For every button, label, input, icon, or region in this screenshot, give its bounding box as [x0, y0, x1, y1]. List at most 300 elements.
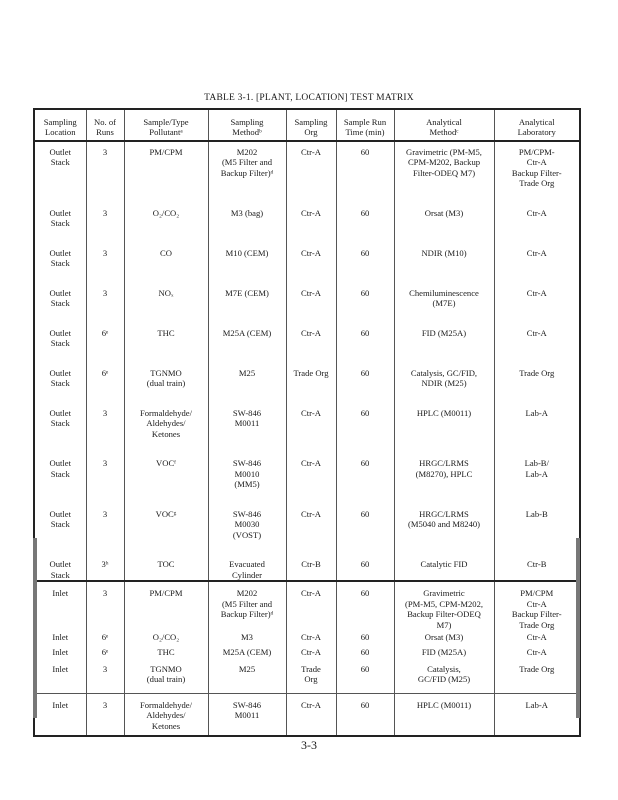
cell-sampling-org — [286, 243, 336, 283]
cell-analytical-laboratory — [494, 504, 580, 554]
cell-line: (M5 Filter and — [221, 598, 273, 609]
table-row — [34, 403, 580, 453]
header-line: Runs — [96, 127, 114, 138]
cell-sampling-method — [208, 141, 286, 203]
cell-line: SW-846 — [232, 508, 262, 519]
cell-line: M3 (bag) — [230, 207, 264, 218]
cell-line: Stack — [50, 418, 70, 429]
cell-line: Trade Org — [519, 663, 555, 674]
cell-analytical-laboratory — [494, 554, 580, 581]
cell-sampling-method — [208, 581, 286, 630]
cell-number-of-runs — [86, 363, 124, 403]
cell-line: Lab-B — [525, 508, 548, 519]
cell-line: FID (M25A) — [421, 327, 467, 338]
cell-line: Inlet — [52, 663, 69, 674]
cell-analytical-method — [394, 363, 494, 403]
cell-line: Outlet — [49, 146, 71, 157]
cell-sampling-location — [34, 403, 86, 453]
cell-number-of-runs — [86, 504, 124, 554]
cell-value: 3 — [102, 287, 108, 298]
cell-value: 3 — [102, 207, 108, 218]
cell-line: Ctr-A — [526, 646, 547, 657]
cell-line: Ctr-A — [526, 157, 547, 168]
cell-value: 60 — [360, 508, 370, 519]
cell-line: HRGC/LRMS — [419, 458, 469, 469]
cell-analytical-method — [394, 630, 494, 644]
cell-sampling-method — [208, 323, 286, 363]
cell-line: Ctr-A — [301, 247, 321, 258]
cell-line: Outlet — [49, 367, 71, 378]
cell-line: Catalytic FID — [420, 559, 468, 570]
cell-sample-type-pollutant — [124, 504, 208, 554]
cell-sampling-org — [286, 581, 336, 630]
cell-line: (M7E) — [432, 298, 456, 309]
cell-analytical-method — [394, 554, 494, 581]
cell-number-of-runs — [86, 323, 124, 363]
cell-value: 3 — [102, 508, 108, 519]
cell-line: Chemiluminescence — [409, 287, 479, 298]
cell-value: 60 — [360, 287, 370, 298]
cell-line: Outlet — [49, 247, 71, 258]
cell-sample-type-pollutant — [124, 323, 208, 363]
cell-sampling-method — [208, 504, 286, 554]
cell-sample-type-pollutant — [124, 554, 208, 581]
cell-line: THC — [157, 327, 175, 338]
cell-sample-type-pollutant — [124, 645, 208, 659]
cell-value: 3 — [102, 699, 108, 710]
header-line: Sample/Type — [143, 117, 189, 127]
cell-line: Ctr-A — [301, 508, 321, 519]
cell-line: Filter-ODEQ M7) — [412, 167, 476, 178]
cell-line: Catalysis, GC/FID, — [410, 367, 478, 378]
cell-line: Ctr-A — [301, 588, 321, 599]
cell-line: Ctr-A — [301, 458, 321, 469]
cell-analytical-laboratory — [494, 141, 580, 203]
cell-sampling-method — [208, 645, 286, 659]
cell-sampling-org — [286, 504, 336, 554]
cell-line: Ketones — [151, 428, 181, 439]
table-row — [34, 141, 580, 203]
cell-sample-run-time — [336, 323, 394, 363]
cell-line: Outlet — [49, 207, 71, 218]
cell-number-of-runs — [86, 283, 124, 323]
cell-sampling-org — [286, 554, 336, 581]
cell-sample-run-time — [336, 203, 394, 243]
cell-value: 6ᵉ — [101, 367, 109, 378]
cell-analytical-laboratory — [494, 581, 580, 630]
cell-number-of-runs — [86, 554, 124, 581]
cell-sample-run-time — [336, 645, 394, 659]
table-row — [34, 693, 580, 736]
cell-line: (M8270), HPLC — [415, 468, 473, 479]
cell-value: 3 — [102, 458, 108, 469]
header-line: Sampling — [230, 117, 264, 127]
cell-line: Ctr-A — [526, 598, 547, 609]
cell-line: Formaldehyde/ — [139, 407, 193, 418]
cell-analytical-laboratory — [494, 693, 580, 736]
header-line: Pollutantᵃ — [149, 127, 183, 138]
cell-value: 3 — [102, 146, 108, 157]
cell-line: Aldehydes/ — [146, 710, 186, 721]
cell-line: Stack — [50, 258, 70, 269]
cell-sampling-method — [208, 659, 286, 693]
cell-sampling-org — [286, 630, 336, 644]
page-number: 3-3 — [301, 738, 317, 752]
cell-sampling-location — [34, 554, 86, 581]
cell-line: TGNMO — [150, 663, 182, 674]
scan-edge-left — [33, 538, 37, 718]
table-row — [34, 504, 580, 554]
header-line: Methodᵇ — [232, 127, 262, 138]
header-line: Location — [44, 127, 76, 138]
cell-line: Lab-B/ — [524, 458, 549, 469]
cell-sampling-location — [34, 453, 86, 503]
cell-analytical-laboratory — [494, 323, 580, 363]
cell-value: 60 — [360, 146, 370, 157]
cell-line: Ctr-A — [301, 699, 321, 710]
cell-analytical-laboratory — [494, 203, 580, 243]
cell-analytical-method — [394, 693, 494, 736]
cell-sampling-location — [34, 203, 86, 243]
cell-sampling-method — [208, 363, 286, 403]
cell-line: Backup Filter- — [511, 167, 562, 178]
cell-line: Aldehydes/ — [146, 418, 186, 429]
cell-line: Inlet — [52, 646, 69, 657]
cell-line: Stack — [50, 298, 70, 309]
header-line: Sampling — [43, 117, 77, 127]
cell-value: 60 — [360, 247, 370, 258]
header-sample-type-pollutant — [124, 109, 208, 141]
header-analytical-laboratory — [494, 109, 580, 141]
header-line: Laboratory — [517, 127, 556, 138]
cell-sampling-org — [286, 203, 336, 243]
cell-line: Trade Org — [519, 367, 555, 378]
cell-analytical-method — [394, 504, 494, 554]
cell-line: Inlet — [52, 632, 69, 643]
cell-line: PM/CPM- — [518, 146, 555, 157]
cell-line: THC — [157, 646, 175, 657]
cell-value: 3ʰ — [101, 559, 109, 570]
cell-line: M7) — [436, 619, 452, 630]
cell-sample-type-pollutant — [124, 581, 208, 630]
cell-analytical-method — [394, 581, 494, 630]
cell-line: Ctr-A — [301, 646, 321, 657]
cell-value: 60 — [360, 632, 370, 643]
cell-sample-type-pollutant — [124, 283, 208, 323]
cell-analytical-method — [394, 243, 494, 283]
cell-line: (dual train) — [146, 674, 186, 685]
cell-value: 60 — [360, 458, 370, 469]
cell-sampling-location — [34, 645, 86, 659]
test-matrix-table — [33, 108, 581, 737]
cell-sampling-org — [286, 453, 336, 503]
header-sampling-org — [286, 109, 336, 141]
cell-number-of-runs — [86, 141, 124, 203]
cell-number-of-runs — [86, 243, 124, 283]
cell-sample-run-time — [336, 581, 394, 630]
cell-line: CPM-M202, Backup — [407, 157, 481, 168]
cell-sampling-location — [34, 581, 86, 630]
cell-line: Org — [304, 674, 318, 685]
cell-line: M25A (CEM) — [222, 327, 272, 338]
table-row — [34, 453, 580, 503]
cell-sampling-method — [208, 693, 286, 736]
cell-line: HPLC (M0011) — [416, 407, 472, 418]
cell-analytical-method — [394, 323, 494, 363]
cell-line: TGNMO — [150, 367, 182, 378]
cell-line: NOₓ — [158, 287, 174, 298]
table-row — [34, 363, 580, 403]
cell-sampling-method — [208, 630, 286, 644]
cell-number-of-runs — [86, 659, 124, 693]
cell-line: SW-846 — [232, 699, 262, 710]
cell-number-of-runs — [86, 403, 124, 453]
cell-line: Stack — [50, 569, 70, 580]
header-sampling-method — [208, 109, 286, 141]
cell-line: Trade — [301, 663, 321, 674]
cell-number-of-runs — [86, 453, 124, 503]
cell-analytical-method — [394, 645, 494, 659]
cell-sampling-location — [34, 693, 86, 736]
cell-line: Ketones — [151, 720, 181, 731]
cell-line: VOCᶠ — [156, 458, 176, 469]
table-row — [34, 243, 580, 283]
header-line: Sample Run — [343, 117, 387, 127]
cell-line: M25A (CEM) — [222, 646, 272, 657]
cell-line: Outlet — [49, 407, 71, 418]
cell-value: 60 — [360, 407, 370, 418]
cell-analytical-method — [394, 659, 494, 693]
cell-sample-type-pollutant — [124, 403, 208, 453]
cell-sampling-org — [286, 645, 336, 659]
cell-sample-type-pollutant — [124, 453, 208, 503]
table-row — [34, 203, 580, 243]
table-row — [34, 581, 580, 630]
header-analytical-method — [394, 109, 494, 141]
cell-sample-type-pollutant — [124, 203, 208, 243]
header-sampling-location — [34, 109, 86, 141]
cell-value: 3 — [102, 588, 108, 599]
cell-line: (M5 Filter and — [221, 157, 273, 168]
cell-line: Trade Org — [519, 178, 555, 189]
cell-line: Ctr-A — [301, 327, 321, 338]
cell-line: Evacuated — [229, 559, 265, 570]
cell-line: FID (M25A) — [421, 646, 467, 657]
cell-value: 60 — [360, 207, 370, 218]
cell-line: M0010 — [234, 468, 260, 479]
cell-analytical-laboratory — [494, 363, 580, 403]
cell-line: PM/CPM — [520, 588, 554, 599]
table-title: TABLE 3-1. [PLANT, LOCATION] TEST MATRIX — [204, 93, 414, 103]
header-line: Org — [304, 127, 318, 138]
cell-line: SW-846 — [232, 407, 262, 418]
cell-sample-type-pollutant — [124, 630, 208, 644]
cell-line: Orsat (M3) — [424, 207, 464, 218]
cell-sample-run-time — [336, 243, 394, 283]
cell-line: M202 — [236, 588, 258, 599]
cell-line: Trade Org — [293, 367, 329, 378]
cell-value: 60 — [360, 367, 370, 378]
cell-analytical-laboratory — [494, 453, 580, 503]
cell-sampling-org — [286, 141, 336, 203]
cell-line: Stack — [50, 338, 70, 349]
cell-sample-run-time — [336, 363, 394, 403]
cell-line: Outlet — [49, 508, 71, 519]
cell-line: M10 (CEM) — [225, 247, 269, 258]
cell-number-of-runs — [86, 581, 124, 630]
cell-line: M7E (CEM) — [225, 287, 269, 298]
cell-line: O₂/CO₂ — [152, 207, 180, 218]
cell-line: M0011 — [234, 418, 260, 429]
cell-number-of-runs — [86, 203, 124, 243]
cell-line: NDIR (M25) — [421, 378, 467, 389]
cell-line: Outlet — [49, 559, 71, 570]
cell-line: Gravimetric (PM-M5, — [406, 146, 482, 157]
cell-line: Inlet — [52, 699, 69, 710]
cell-sampling-location — [34, 283, 86, 323]
cell-sample-type-pollutant — [124, 363, 208, 403]
cell-value: 3 — [102, 663, 108, 674]
cell-line: M3 — [241, 632, 253, 643]
cell-value: 6ᵉ — [101, 646, 109, 657]
cell-sampling-method — [208, 453, 286, 503]
cell-line: (VOST) — [232, 529, 262, 540]
header-line: No. of — [94, 117, 116, 127]
cell-line: NDIR (M10) — [421, 247, 467, 258]
cell-line: Ctr-A — [526, 287, 547, 298]
cell-value: 60 — [360, 327, 370, 338]
cell-analytical-method — [394, 141, 494, 203]
cell-sample-run-time — [336, 504, 394, 554]
cell-value: 6ᵉ — [101, 632, 109, 643]
cell-value: 3 — [102, 407, 108, 418]
cell-line: (dual train) — [146, 378, 186, 389]
cell-line: PM/CPM — [149, 588, 183, 599]
cell-sample-type-pollutant — [124, 693, 208, 736]
cell-line: Outlet — [49, 327, 71, 338]
cell-sampling-location — [34, 141, 86, 203]
cell-sampling-location — [34, 504, 86, 554]
header-line: Sampling — [294, 117, 328, 127]
cell-line: (MM5) — [234, 479, 260, 490]
cell-line: Formaldehyde/ — [139, 699, 193, 710]
cell-sample-run-time — [336, 554, 394, 581]
cell-line: HRGC/LRMS — [419, 508, 469, 519]
header-line: Methodᶜ — [429, 127, 459, 138]
cell-value: 60 — [360, 646, 370, 657]
header-sample-run-time — [336, 109, 394, 141]
header-number-of-runs — [86, 109, 124, 141]
cell-sample-run-time — [336, 659, 394, 693]
cell-line: Stack — [50, 519, 70, 530]
cell-value: 3 — [102, 247, 108, 258]
header-line: Analytical — [518, 117, 555, 127]
cell-value: 60 — [360, 663, 370, 674]
cell-line: PM/CPM — [149, 146, 183, 157]
cell-line: Stack — [50, 218, 70, 229]
cell-sampling-method — [208, 403, 286, 453]
cell-analytical-laboratory — [494, 243, 580, 283]
cell-line: Ctr-A — [526, 247, 547, 258]
cell-line: Backup Filter-ODEQ — [407, 609, 481, 620]
cell-line: Ctr-A — [301, 407, 321, 418]
cell-line: Stack — [50, 468, 70, 479]
cell-line: M0030 — [234, 519, 260, 530]
table-row — [34, 323, 580, 363]
cell-line: Cylinder — [231, 569, 263, 580]
cell-line: Stack — [50, 378, 70, 389]
cell-sampling-method — [208, 554, 286, 581]
cell-line: Backup Filter)ᵈ — [220, 609, 274, 620]
cell-line: Ctr-B — [527, 559, 547, 570]
cell-line: Ctr-A — [301, 146, 321, 157]
cell-line: (PM-M5, CPM-M202, — [404, 598, 484, 609]
cell-line: Backup Filter- — [511, 609, 562, 620]
cell-analytical-method — [394, 403, 494, 453]
header-line: Analytical — [426, 117, 462, 127]
cell-line: Ctr-A — [526, 632, 547, 643]
cell-sample-run-time — [336, 283, 394, 323]
cell-line: CO — [160, 247, 172, 258]
cell-analytical-method — [394, 283, 494, 323]
cell-line: Orsat (M3) — [424, 632, 464, 643]
cell-value: 6ᵉ — [101, 327, 109, 338]
table-row — [34, 659, 580, 693]
cell-sampling-org — [286, 403, 336, 453]
cell-sample-type-pollutant — [124, 659, 208, 693]
cell-analytical-laboratory — [494, 645, 580, 659]
cell-sampling-org — [286, 659, 336, 693]
cell-analytical-laboratory — [494, 659, 580, 693]
cell-line: Lab-A — [525, 407, 548, 418]
cell-line: M25 — [238, 367, 256, 378]
table-header — [34, 109, 580, 141]
cell-sampling-location — [34, 659, 86, 693]
cell-analytical-method — [394, 203, 494, 243]
cell-line: Ctr-B — [301, 559, 321, 570]
cell-line: Ctr-A — [301, 207, 321, 218]
cell-analytical-laboratory — [494, 403, 580, 453]
cell-value: 60 — [360, 559, 370, 570]
cell-line: M202 — [236, 146, 258, 157]
cell-line: Catalysis, — [427, 663, 461, 674]
cell-sampling-method — [208, 203, 286, 243]
scan-edge-right — [576, 538, 580, 718]
cell-sampling-location — [34, 243, 86, 283]
cell-value: 60 — [360, 699, 370, 710]
cell-sampling-method — [208, 243, 286, 283]
cell-sample-run-time — [336, 453, 394, 503]
cell-number-of-runs — [86, 693, 124, 736]
cell-line: GC/FID (M25) — [417, 674, 471, 685]
cell-line: Outlet — [49, 287, 71, 298]
cell-line: Ctr-A — [301, 632, 321, 643]
cell-sampling-location — [34, 363, 86, 403]
cell-line: Backup Filter)ᵈ — [220, 167, 274, 178]
cell-line: Ctr-A — [526, 207, 547, 218]
cell-sampling-org — [286, 283, 336, 323]
cell-line: Ctr-A — [301, 287, 321, 298]
cell-sample-run-time — [336, 403, 394, 453]
cell-line: Stack — [50, 157, 70, 168]
cell-sample-run-time — [336, 141, 394, 203]
cell-sampling-org — [286, 323, 336, 363]
cell-sample-run-time — [336, 693, 394, 736]
cell-line: VOCᵍ — [155, 508, 177, 519]
cell-sample-type-pollutant — [124, 141, 208, 203]
cell-analytical-method — [394, 453, 494, 503]
cell-sampling-org — [286, 363, 336, 403]
